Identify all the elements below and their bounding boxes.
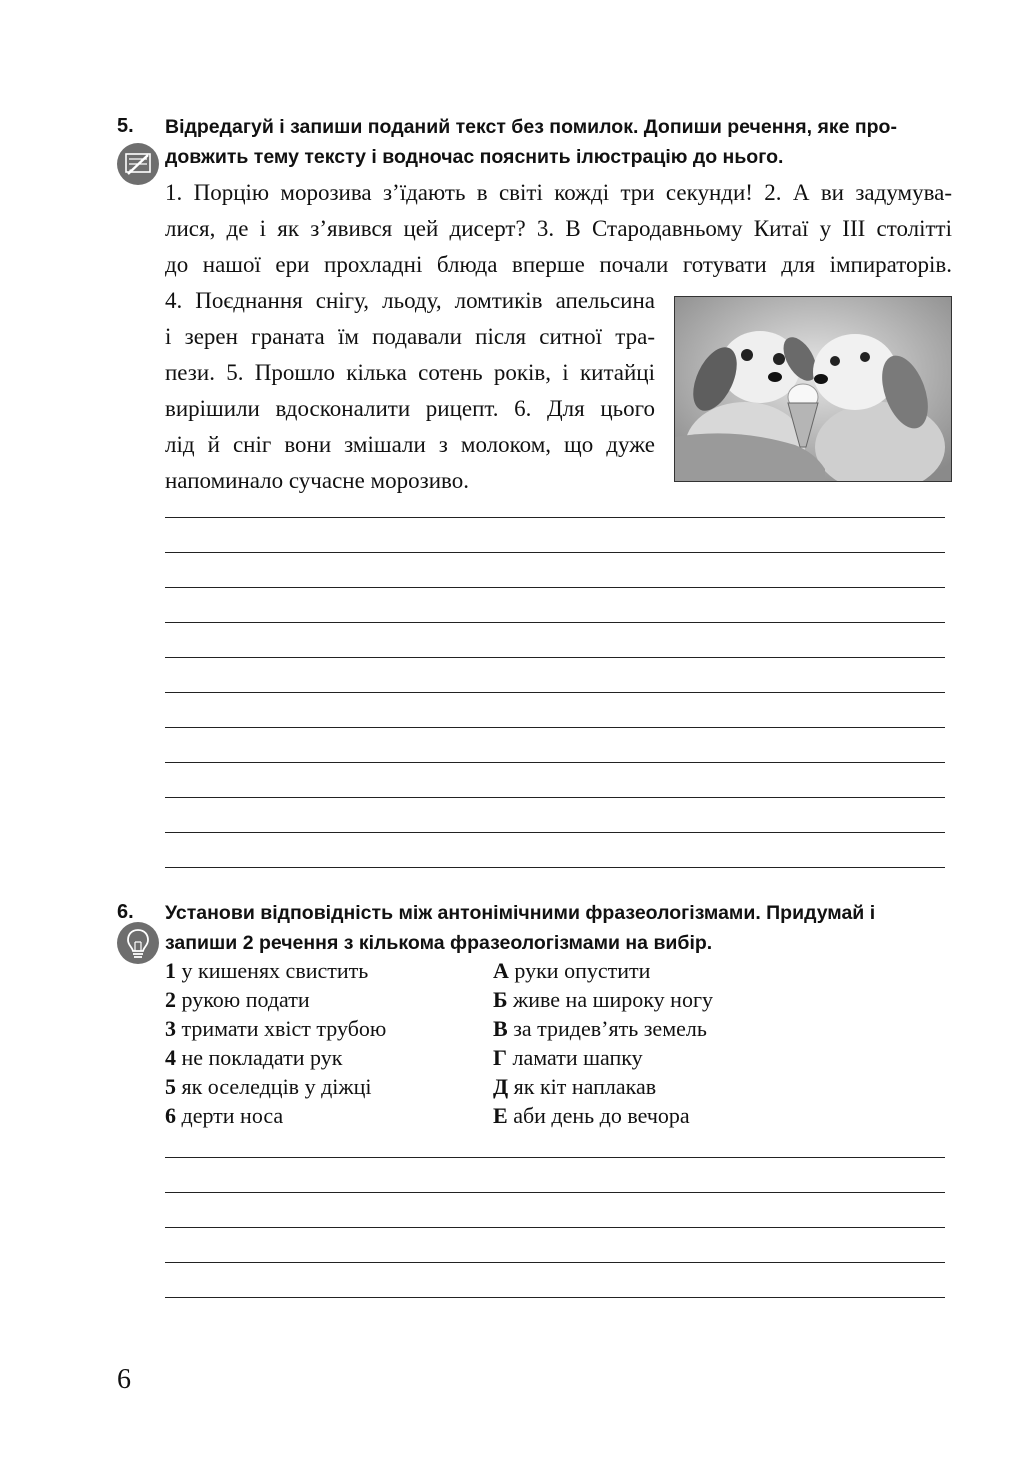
answer-line[interactable] [165, 517, 945, 518]
match-left-item: 6 дерти носа [165, 1103, 284, 1128]
task5-text-line: до нашої ери прохладні блюда вперше почали готувати для імпираторів. [165, 252, 952, 277]
match-right-item: А руки опустити [493, 958, 651, 983]
task5-text-full [165, 175, 952, 283]
match-left-item: 3 тримати хвіст трубою [165, 1016, 387, 1041]
answer-line[interactable] [165, 622, 945, 623]
task5-text-line: лися, де і як з’явився цей дисерт? 3. В Стародавньому Китаї у ІІІ столітті [165, 216, 952, 241]
pencil-writing-icon [117, 143, 159, 185]
match-left-item: 1 у кишенях свистить [165, 958, 369, 983]
page-number: 6 [117, 1364, 131, 1395]
task5-title-line2: довжить тему тексту і водночас пояснить ілюстрацію до нього. [165, 146, 784, 168]
match-left-column [165, 956, 386, 1130]
answer-line[interactable] [165, 692, 945, 693]
task5-text-wrapped [165, 283, 655, 499]
task5-text-line: 1. Порцію морозива з’їдають в світі кожді три секунди! 2. А ви задумува- [165, 180, 952, 205]
task5-text-line: і зерен граната їм подавали після ситної тра- [165, 324, 655, 349]
answer-line[interactable] [165, 1192, 945, 1193]
task5-text-line: напоминало сучасне морозиво. [165, 468, 469, 493]
task5-text-line: пези. 5. Прошло кілька сотень років, і китайці [165, 360, 655, 385]
task6-title [165, 898, 952, 958]
light-bulb-icon [117, 922, 159, 964]
task5-title-line1: Відредагуй і запиши поданий текст без помилок. Допиши речення, яке про- [165, 116, 897, 138]
task5-text-line: 4. Поєднання снігу, льоду, ломтиків апельсина [165, 288, 655, 313]
answer-line[interactable] [165, 552, 945, 553]
task6-title-line2: запиши 2 речення з кількома фразеологізмами на вибір. [165, 932, 713, 954]
task5-number: 5. [117, 115, 134, 137]
match-left-item: 2 рукою подати [165, 987, 310, 1012]
answer-line[interactable] [165, 797, 945, 798]
match-left-item: 5 як оселедців у діжці [165, 1074, 372, 1099]
answer-line[interactable] [165, 1262, 945, 1263]
answer-line[interactable] [165, 1157, 945, 1158]
match-right-item: Е аби день до вечора [493, 1103, 690, 1128]
match-left-item: 4 не покладати рук [165, 1045, 343, 1070]
task5-text-line: лід й сніг вони змішали з молоком, що дуже [165, 432, 655, 457]
answer-line[interactable] [165, 587, 945, 588]
answer-line[interactable] [165, 867, 945, 868]
match-right-item: Г ламати шапку [493, 1045, 643, 1070]
answer-line[interactable] [165, 1227, 945, 1228]
answer-line[interactable] [165, 657, 945, 658]
match-right-column [493, 956, 713, 1130]
answer-line[interactable] [165, 727, 945, 728]
answer-line[interactable] [165, 1297, 945, 1298]
puppies-photo [674, 296, 952, 482]
match-right-item: В за тридев’ять земель [493, 1016, 707, 1041]
match-right-item: Б живе на широку ногу [493, 987, 713, 1012]
task6-number: 6. [117, 901, 134, 923]
task6-title-line1: Установи відповідність між антонімічними фразеологізмами. Придумай і [165, 902, 876, 924]
task5-text-line: вирішили вдосконалити рицепт. 6. Для цього [165, 396, 655, 421]
task5-title [165, 112, 952, 172]
match-right-item: Д як кіт наплакав [493, 1074, 657, 1099]
answer-line[interactable] [165, 832, 945, 833]
answer-line[interactable] [165, 762, 945, 763]
